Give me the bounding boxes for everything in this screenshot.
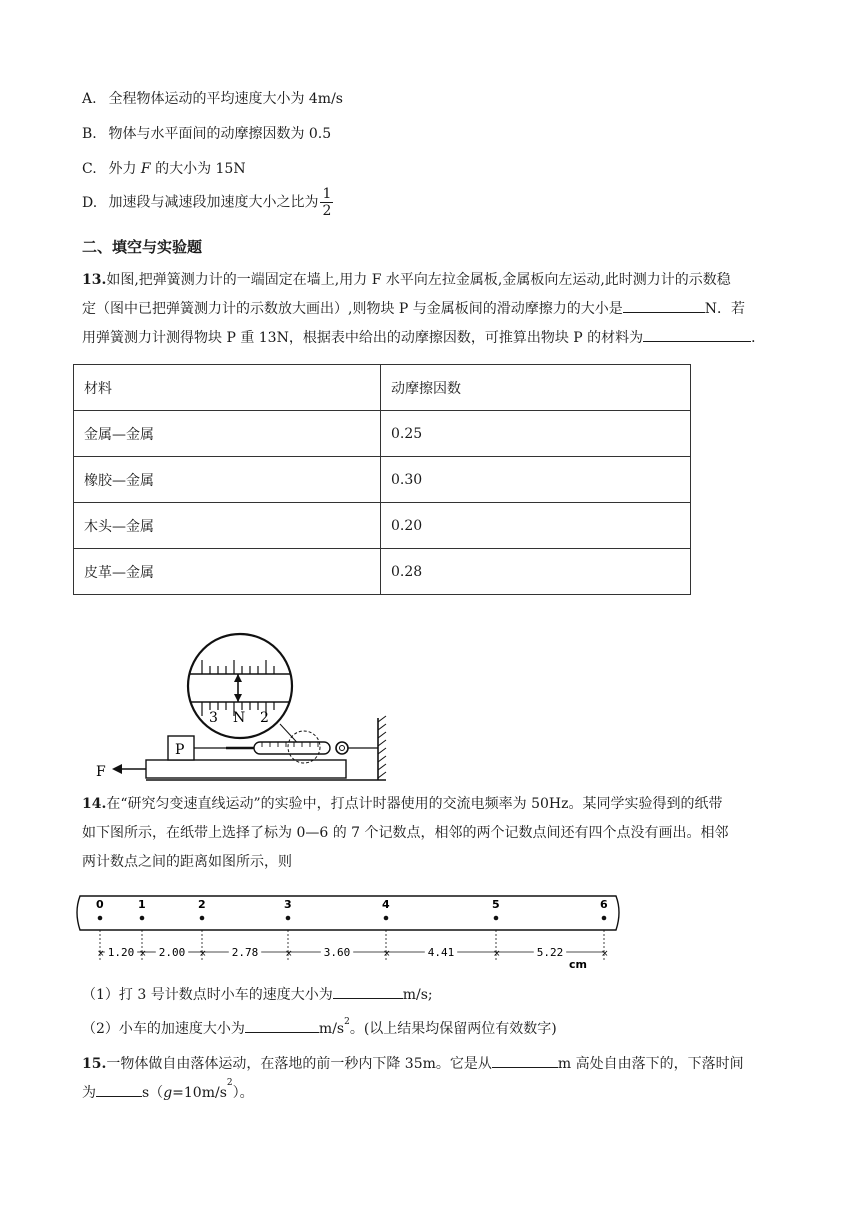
answer-blank[interactable] [333,985,403,999]
q14-sub-1: （1）打 3 号计数点时小车的速度大小为 m/s; [82,987,433,1003]
q14-line-3: 两计数点之间的距离如图所示，则 [82,854,292,870]
section-title: 二、填空与实验题 [82,238,203,256]
tape-unit: cm [569,958,587,971]
tape-cross-mark: × [383,949,391,959]
spring-scale-figure [90,630,420,782]
table-header-cell: 材料 [74,365,381,411]
option-text: 加速段与减速段加速度大小之比为 [108,194,319,211]
friction-table [73,364,691,595]
q15-line-2: 为 $s(g=10m/s^2)$。 [82,1078,254,1101]
fraction-numerator: 1 [322,186,332,202]
question-13 [82,266,782,353]
tape-cross-mark: × [601,949,609,959]
table-cell: 0.20 [381,503,691,549]
tape-distance-label: 4.41 [427,946,455,959]
question-number: 14. [82,796,107,812]
tape-cross-mark: × [285,949,293,959]
option-text-post: 的大小为 15N [150,161,246,177]
answer-blank[interactable] [245,1019,319,1033]
paper-tape [77,896,619,930]
option-a [82,90,343,108]
tape-dot [494,916,499,921]
tape-cross-mark: × [139,949,147,959]
scale-unit-label: N [233,710,246,726]
tape-point-label: 0 [96,898,104,911]
table-cell: 0.30 [381,457,691,503]
question-number: 13. [82,272,107,288]
table-cell: 0.25 [381,411,691,457]
fraction [320,186,333,219]
table-cell: 木头—金属 [74,503,381,549]
option-label: B. [82,126,97,142]
q15-line-1: 15.一物体做自由落体运动，在落地的前一秒内下降 35m。它是从 m 高处自由落下的，下落时间 [82,1056,744,1072]
tape-distance-label: 2.78 [231,946,259,959]
scale-tick-label: 3 [209,710,218,726]
q14-sub-2: （2）小车的加速度大小为 $m/s^2$。(以上结果均保留两位有效数字) [82,1017,557,1037]
fraction-denominator: 2 [322,203,332,219]
table-cell: 橡胶—金属 [74,457,381,503]
wall [378,716,386,780]
table-cell: 金属—金属 [74,411,381,457]
question-14 [82,790,782,877]
option-var: F [140,161,151,177]
q13-line-3: 用弹簧测力计测得物块 P 重 13N，根据表中给出的动摩擦因数，可推算出物块 P 的材料为 ． [82,330,766,346]
tape-cross-mark: × [97,949,105,959]
table-row [74,457,691,503]
tape-distance-label: 5.22 [536,946,564,959]
table-cell: 0.28 [381,549,691,595]
tape-distance-label: 2.00 [158,946,186,959]
spring-scale [254,742,330,754]
answer-blank[interactable] [643,328,751,342]
tape-point-label: 4 [382,898,390,911]
question-15 [82,1050,782,1108]
tape-cross-mark: × [493,949,501,959]
question-number: 15. [82,1056,107,1072]
force-label: F [96,764,106,780]
table-row [74,549,691,595]
tape-dot [200,916,205,921]
paper-tape-figure [76,892,626,972]
option-text: 全程物体运动的平均速度大小为 4m/s [108,91,343,107]
tape-point-label: 3 [284,898,292,911]
table-row [74,503,691,549]
table-row [74,411,691,457]
option-label: D. [82,194,98,211]
tape-dot [286,916,291,921]
q14-line-1: 14.在“研究匀变速直线运动”的实验中，打点计时器使用的交流电频率为 50Hz。某同学实验得到的纸带 [82,796,723,812]
q13-line-2: 定（图中已把弹簧测力计的示数放大画出）,则物块 P 与金属板间的滑动摩擦力的大小是 N．若 [82,301,746,317]
option-text-pre: 外力 [108,161,141,177]
answer-blank[interactable] [623,299,705,313]
tape-dot [384,916,389,921]
table-header-cell: 动摩擦因数 [381,365,691,411]
option-label: C. [82,161,97,177]
metal-plate [146,760,346,778]
tape-distance-label: 1.20 [107,946,135,959]
tape-dot [140,916,145,921]
block-label: P [175,742,185,758]
option-text: 物体与水平面间的动摩擦因数为 0.5 [108,126,332,142]
tape-dot [98,916,103,921]
q14-line-2: 如下图所示，在纸带上选择了标为 0—6 的 7 个记数点，相邻的两个记数点间还有四个点没有画出。相邻 [82,825,729,841]
option-d [82,186,333,219]
scale-tick-label: 2 [260,710,269,726]
tape-point-label: 5 [492,898,500,911]
q13-line-1: 13.如图,把弹簧测力计的一端固定在墙上,用力 F 水平向左拉金属板,金属板向左运动,此时测力计的示数稳 [82,272,731,288]
tape-point-label: 1 [138,898,146,911]
table-header-row [74,365,691,411]
answer-blank[interactable] [492,1054,558,1068]
tape-distance-label: 3.60 [323,946,351,959]
tape-point-label: 6 [600,898,608,911]
tape-dot [602,916,607,921]
option-c [82,160,246,178]
tape-point-label: 2 [198,898,206,911]
answer-blank[interactable] [96,1083,142,1097]
table-cell: 皮革—金属 [74,549,381,595]
magnified-scale [188,634,292,738]
option-label: A. [82,91,97,107]
tape-cross-mark: × [199,949,207,959]
option-b [82,125,331,143]
